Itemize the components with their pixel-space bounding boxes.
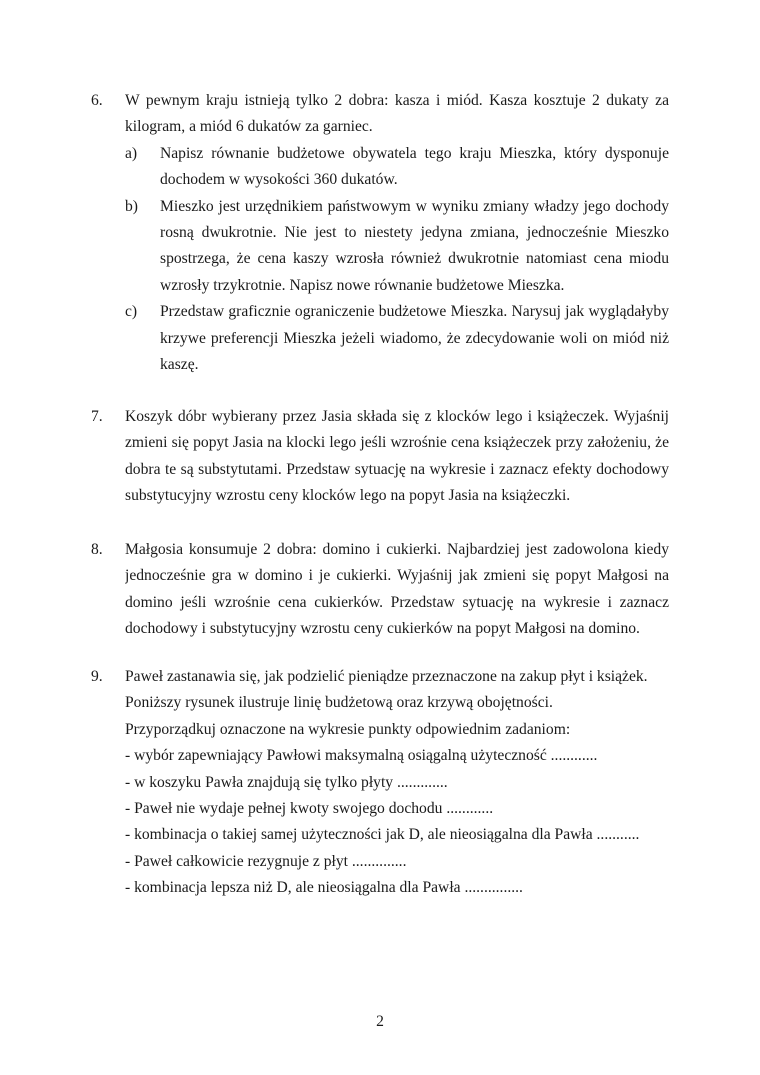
text-line: dobra te są substytutami. Przedstaw sytuację na wykresie i zaznacz efekty dochodowy xyxy=(125,460,669,478)
text-line: Koszyk dóbr wybierany przez Jasia składa się z klocków lego i książeczek. Wyjaśnij xyxy=(125,408,669,425)
text-line: - kombinacja lepsza niż D, ale nieosiągalna dla Pawła ............... xyxy=(125,879,523,897)
text-line: spostrzega, że cena kaszy wzrosła również dwukrotnie natomiast cena miodu xyxy=(160,250,669,268)
text-line: - wybór zapewniający Pawłowi maksymalną osiągalną użyteczność ............ xyxy=(125,747,598,765)
text-line: - Paweł nie wydaje pełnej kwoty swojego dochodu ............ xyxy=(125,800,494,817)
text-line: Mieszko jest urzędnikiem państwowym w wyniku zmiany władzy jego dochody xyxy=(160,197,669,215)
page-number: 2 xyxy=(376,1013,384,1030)
text-line: - w koszyku Pawła znajdują się tylko płyty ............. xyxy=(125,773,448,791)
text-line: - kombinacja o takiej samej użyteczności jak D, ale nieosiągalna dla Pawła ........... xyxy=(125,826,640,844)
subitem-label: a) xyxy=(125,144,138,162)
subitem-label: c) xyxy=(125,303,138,321)
text-line: dochodowy i substytucyjny wzrostu ceny cukierków na popyt Małgosi na domino. xyxy=(125,620,640,638)
exercise-number: 9. xyxy=(91,668,103,685)
text-line: Przedstaw graficznie ograniczenie budżetowe Mieszka. Narysuj jak wyglądałyby xyxy=(160,303,669,321)
text-line: substytucyjny wzrostu ceny klocków lego na popyt Jasia na książeczki. xyxy=(125,487,571,505)
text-line: kaszę. xyxy=(160,356,199,373)
text-line: rosną dwukrotnie. Nie jest to niestety jedyna zmiana, jednocześnie Mieszko xyxy=(160,224,669,241)
text-line: Napisz równanie budżetowe obywatela tego kraju Mieszka, który dysponuje xyxy=(160,144,669,162)
text-line: Paweł zastanawia się, jak podzielić pieniądze przeznaczone na zakup płyt i książek. xyxy=(125,668,648,685)
exercise-number: 8. xyxy=(91,541,103,558)
exercise-number: 6. xyxy=(91,92,103,109)
exercise-number: 7. xyxy=(91,408,103,425)
text-line: Poniższy rysunek ilustruje linię budżetową oraz krzywą obojętności. xyxy=(125,694,553,712)
text-line: krzywe preferencji Mieszka jeżeli wiadomo, że zdecydowanie woli on miód niż xyxy=(160,329,669,347)
text-line: kilogram, a miód 6 dukatów za garniec. xyxy=(125,118,373,136)
text-line: Małgosia konsumuje 2 dobra: domino i cukierki. Najbardziej jest zadowolona kiedy xyxy=(125,541,669,558)
text-line: Przyporządkuj oznaczone na wykresie punkty odpowiednim zadaniom: xyxy=(125,720,571,738)
text-line: W pewnym kraju istnieją tylko 2 dobra: kasza i miód. Kasza kosztuje 2 dukaty za xyxy=(125,92,669,109)
text-line: jednocześnie gra w domino i je cukierki. Wyjaśnij jak zmieni się popyt Małgosi na xyxy=(125,567,669,585)
text-line: domino jeśli wzrośnie cena cukierków. Przedstaw sytuację na wykresie i zaznacz xyxy=(125,593,669,611)
text-line: - Paweł całkowicie rezygnuje z płyt .............. xyxy=(125,852,407,870)
subitem-label: b) xyxy=(125,197,138,215)
text-line: dochodem w wysokości 360 dukatów. xyxy=(160,171,398,189)
text-line: wzrosły trzykrotnie. Napisz nowe równanie budżetowe Mieszka. xyxy=(160,276,565,294)
text-line: zmieni się popyt Jasia na klocki lego jeśli wzrośnie cena książeczek przy założeniu, że xyxy=(125,434,669,452)
